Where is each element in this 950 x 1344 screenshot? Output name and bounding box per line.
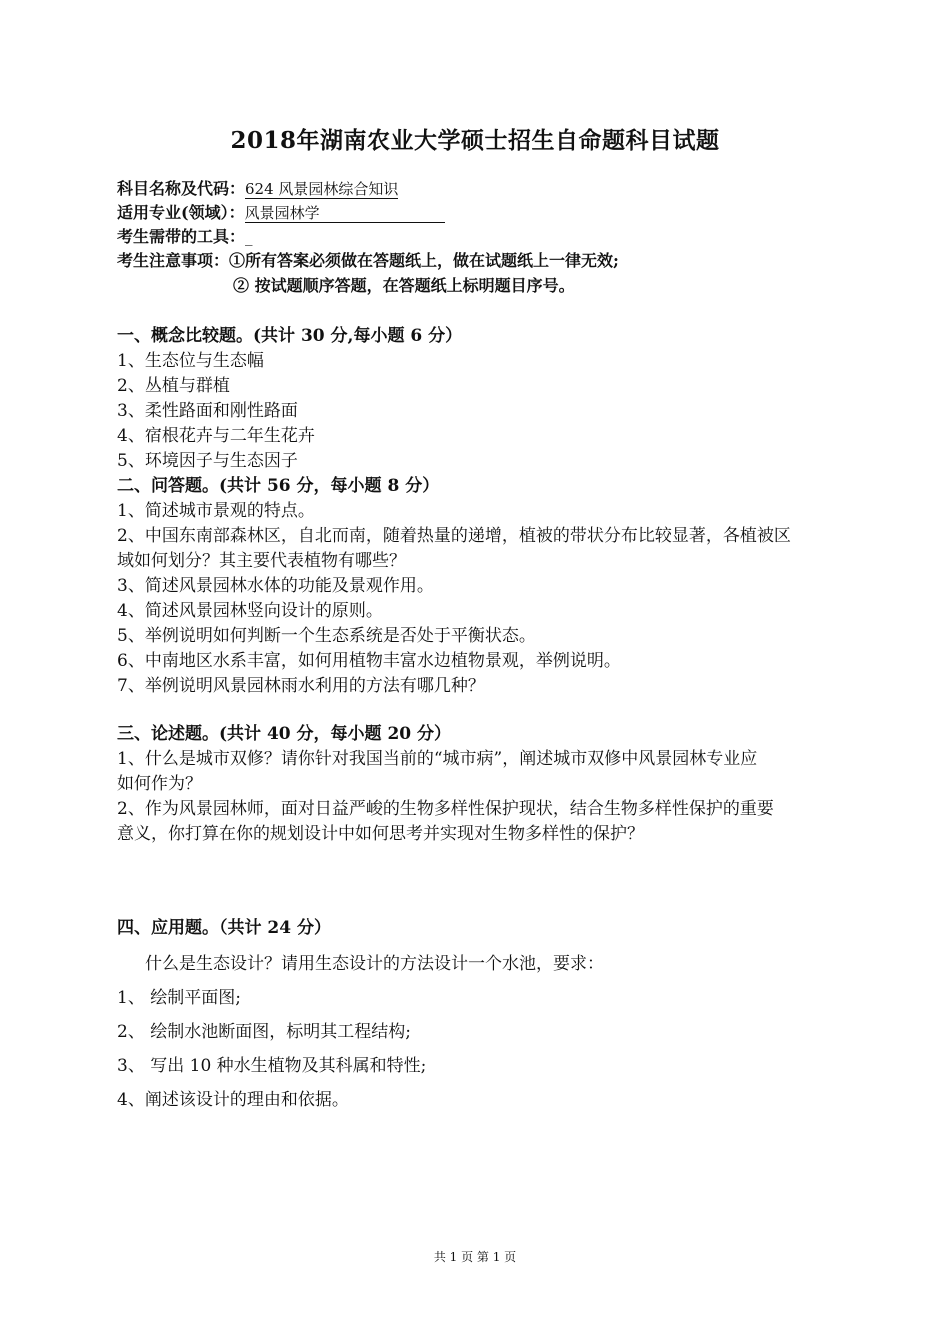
section4-intro: 什么是生态设计？请用生态设计的方法设计一个水池，要求： [145,954,604,974]
subject-row [117,178,398,200]
page-footer: 共 1 页 第 1 页 [433,1250,517,1264]
section4-item: 4、阐述该设计的理由和依据。 [117,1090,349,1110]
section1-item: 5、环境因子与生态因子 [117,451,298,471]
notice-item-1: ①所有答案必须做在答题纸上，做在试题纸上一律无效; [229,251,619,270]
section3-line: 如何作为？ [117,774,202,794]
section1-item: 2、丛植与群植 [117,376,230,396]
section2-line: 7、举例说明风景园林雨水利用的方法有哪几种？ [117,676,485,696]
section1-item: 4、宿根花卉与二年生花卉 [117,426,315,446]
section2-line: 3、简述风景园林水体的功能及景观作用。 [117,576,434,596]
subject-label: 科目名称及代码： [117,179,246,198]
section1-item: 3、柔性路面和刚性路面 [117,401,298,421]
notice-item-2: ② 按试题顺序答题，在答题纸上标明题目序号。 [233,276,575,295]
major-row [117,202,445,224]
section2-line: 2、中国东南部森林区，自北而南，随着热量的递增，植被的带状分布比较显著，各植被区 [117,526,791,546]
page-title: 2018年湖南农业大学硕士招生自命题科目试题 [230,127,720,154]
section1-item: 1、生态位与生态幅 [117,351,264,371]
subject-value: 624 风景园林综合知识 [245,180,399,198]
section2-heading: 二、问答题。(共计 56 分，每小题 8 分） [117,476,440,496]
section4-item: 2、 绘制水池断面图，标明其工程结构; [117,1022,411,1042]
section3-line: 1、什么是城市双修？请你针对我国当前的“城市病”，阐述城市双修中风景园林专业应 [117,749,758,769]
section3-line: 2、作为风景园林师，面对日益严峻的生物多样性保护现状，结合生物多样性保护的重要 [117,799,774,819]
notice-row [117,250,619,272]
section4-item: 3、 写出 10 种水生植物及其科属和特性; [117,1056,427,1076]
section2-line: 1、简述城市景观的特点。 [117,501,315,521]
section1-heading: 一、概念比较题。(共计 30 分,每小题 6 分） [117,326,463,346]
section3-heading: 三、论述题。(共计 40 分，每小题 20 分） [117,724,452,744]
tools-row [117,226,253,248]
major-label: 适用专业(领域）： [117,203,245,222]
section2-line: 4、简述风景园林竖向设计的原则。 [117,601,383,621]
tools-value: _ [245,228,253,246]
notice-label: 考生注意事项： [117,251,230,270]
major-value: 风景园林学 [245,204,445,223]
section2-line: 5、举例说明如何判断一个生态系统是否处于平衡状态。 [117,626,536,646]
section3-line: 意义，你打算在你的规划设计中如何思考并实现对生物多样性的保护？ [117,824,644,844]
section2-line: 域如何划分？其主要代表植物有哪些？ [117,551,406,571]
tools-label: 考生需带的工具： [117,227,246,246]
section4-heading: 四、应用题。（共计 24 分） [117,918,331,938]
section2-line: 6、中南地区水系丰富，如何用植物丰富水边植物景观，举例说明。 [117,651,621,671]
section4-item: 1、 绘制平面图; [117,988,241,1008]
